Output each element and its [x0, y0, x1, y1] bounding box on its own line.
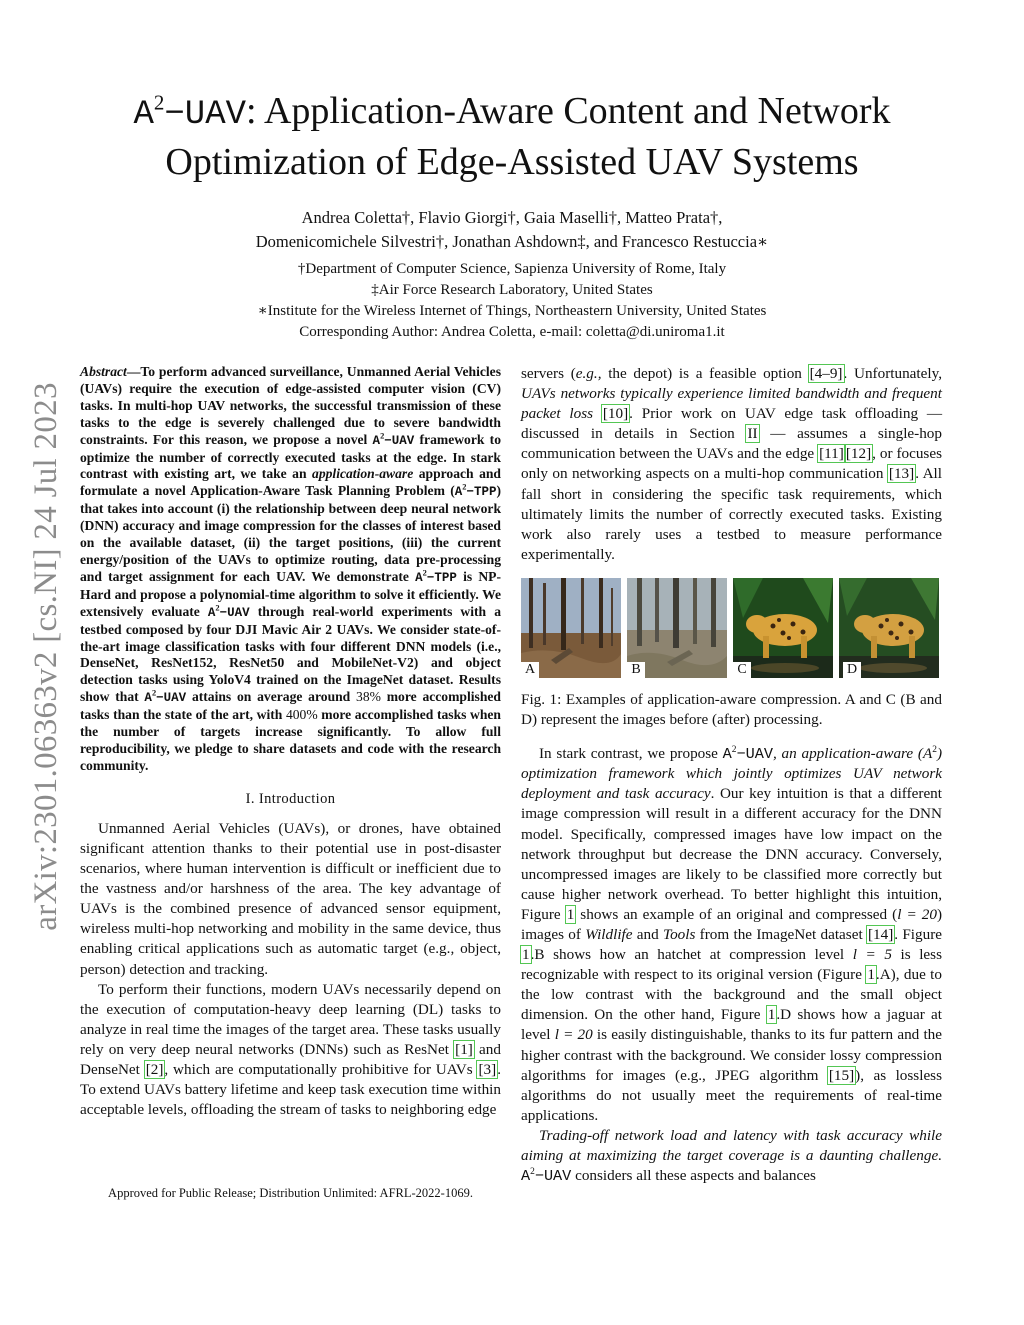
left-column	[80, 364, 501, 1120]
figure-link[interactable]: 1	[767, 1006, 776, 1024]
citation-link[interactable]: [15]	[828, 1066, 855, 1084]
affiliations	[140, 259, 884, 343]
figure-panel-forest-compressed	[627, 578, 727, 678]
right-column	[521, 364, 942, 1186]
figure-panel-jaguar-original	[733, 578, 833, 678]
citation-link[interactable]: [10]	[602, 405, 629, 423]
figure-label-d: D	[843, 662, 861, 678]
distribution-statement: Approved for Public Release; Distribution Unlimited: AFRL-2022-1069.	[108, 1186, 473, 1200]
figure-label-b: B	[627, 662, 645, 678]
figure-panel-jaguar-compressed	[839, 578, 939, 678]
figure-panel-forest-original	[521, 578, 621, 678]
citation-link[interactable]: [14]	[867, 925, 894, 943]
affiliation-northeastern: ∗Institute for the Wireless Internet of Things, Northeastern University, United States	[257, 303, 767, 319]
author-line-1: Andrea Coletta†, Flavio Giorgi†, Gaia Maselli†, Matteo Prata†,	[301, 208, 723, 227]
citation-link[interactable]: [13]	[888, 465, 915, 483]
right-paragraph-2: In stark contrast, we propose $A^2-UAV$, an application-aware $(A^2)$ optimization framework which jointly optimizes UAV network deployment and task accuracy. Our key intuition is that a different image compression will result in a different accuracy for the DNN model. Specifically, compressed images have low impact on the network throughput but decrease the DNN accuracy. Conversely, uncompressed images are likely to be classified more correctly but cause higher network overhead. To better highlight this intuition, Figure 1 shows an example of an original and compressed (l = 20) images of Wildlife and Tools from the ImageNet dataset [14]. Figure 1.B shows how an hatchet at compression level l = 5 is less recognizable with respect to its original version (Figure 1.A), due to the low contrast with the background and the small object dimension. On the other hand, Figure 1.D shows how a jaguar at level l = 20 is easily distinguishable, thanks to its fur pattern and the higher contrast with the background. We consider lossy compression algorithms for images (e.g., JPEG algorithm [15]), as lossless algorithms do not usually meet the requirements of real-time applications.	[521, 745, 943, 1124]
citation-link[interactable]: [3]	[478, 1060, 497, 1078]
citation-link[interactable]: [12]	[845, 445, 872, 463]
author-list	[140, 206, 884, 254]
affiliation-sapienza: †Department of Computer Science, Sapienza University of Rome, Italy	[297, 261, 727, 277]
corresponding-author: Corresponding Author: Andrea Coletta, e-mail: coletta@di.uniroma1.it	[299, 324, 725, 340]
arxiv-identifier: arXiv:2301.06363v2 [cs.NI] 24 Jul 2023	[27, 381, 64, 931]
citation-link[interactable]: [2]	[145, 1060, 164, 1078]
author-line-2: Domenicomichele Silvestri†, Jonathan Ashdown‡, and Francesco Restuccia∗	[255, 232, 769, 251]
figure-link[interactable]: 1	[522, 946, 530, 964]
figure-1-caption: Fig. 1: Examples of application-aware compression. A and C (B and D) represent the images before (after) processing.	[521, 690, 942, 729]
figure-link[interactable]: 1	[566, 905, 575, 923]
right-paragraph-1: servers (e.g., the depot) is a feasible option [4–9]. Unfortunately, UAVs networks typically experience limited bandwidth and frequent packet loss [10]. Prior work on UAV edge task offloading — discussed in details in Section II — assumes a single-hop communication between the UAVs and the edge [11] [12], or focuses only on networking aspects on a multi-hop communication [13]. All fall short in considering the specific task requirements, which ultimately limits the number of correctly executed tasks. Existing work also rarely uses a testbed to measure performance experimentally.	[521, 365, 943, 563]
citation-link[interactable]: [11]	[819, 445, 844, 463]
intro-paragraph-1: Unmanned Aerial Vehicles (UAVs), or drones, have obtained significant attention thanks to their potential use in post-disaster scenarios, where human intervention is difficult or inefficient due to the vastness and/or harshness of the area. The key advantage of UAVs is the combined presence of advanced sensor equipment, wireless multi-hop networking and mobility in the same device, thus enabling critical applications such as automatic target (e.g., object, person) detection and tracking.	[80, 819, 501, 978]
section-heading-introduction: I. Introduction	[245, 790, 336, 807]
figure-label-a: A	[521, 662, 539, 678]
figure-1	[521, 578, 942, 678]
abstract: Abstract—To perform advanced surveillance, Unmanned Aerial Vehicles (UAVs) require the execution of edge-assisted computer vision (CV) tasks. In multi-hop UAV networks, the successful transmission of these tasks to the edge is severely challenged due to severe bandwidth constraints. For this reason, we propose a novel $A^2-UAV$ framework to optimize the number of correctly executed tasks at the edge. In stark contrast with existing art, we take an application-aware approach and formulate a novel Application-Aware Task Planning Problem $(A^2-TPP)$ that takes into account (i) the relationship between deep neural network (DNN) accuracy and image compression for the classes of interest based on the available dataset, (ii) the target positions, (iii) the current energy/position of the UAVs to optimize routing, data pre-processing and target assignment for each UAV. We demonstrate $A^2-TPP$ is NP-Hard and propose a polynomial-time algorithm to solve it efficiently. We extensively evaluate $A^2-UAV$ through real-world experiments with a testbed composed by four DJI Mavic Air 2 UAVs. We consider state-of-the-art image classification tasks with four different DNN models (i.e., DenseNet, ResNet152, ResNet50 and MobileNet-V2) and object detection tasks using YoloV4 trained on the ImageNet dataset. Results show that $A^2-UAV$ attains on average around 38% more accomplished tasks than the state of the art, with 400% more accomplished tasks when the number of targets increase significantly. To allow full reproducibility, we pledge to share datasets and code with the research community.	[80, 364, 501, 773]
intro-paragraph-2: To perform their functions, modern UAVs necessarily depend on the execution of computation-heavy deep learning (DL) tasks to analyze in real time the images of the target area. These tasks usually rely on very deep neural networks (DNNs) such as ResNet [1] and DenseNet [2], which are computationally prohibitive for UAVs [3]. To extend UAVs battery lifetime and keep task execution time within acceptable levels, offloading the stream of tasks to neighboring edge	[80, 980, 501, 1119]
paper-title: $A^2-UAV$: Application-Aware Content and Network Optimization of Edge-Assisted UAV Systems	[133, 90, 891, 183]
citation-link[interactable]: [4–9]	[809, 365, 843, 382]
figure-link[interactable]: 1	[867, 966, 875, 984]
affiliation-afrl: ‡Air Force Research Laboratory, United States	[371, 282, 653, 298]
abstract-label: Abstract	[80, 364, 127, 379]
figure-label-c: C	[733, 662, 751, 678]
right-paragraph-3: Trading-off network load and latency with task accuracy while aiming at maximizing the target coverage is a daunting challenge. $A^2-UAV$ considers all these aspects and balances	[521, 1126, 942, 1186]
citation-link[interactable]: [1]	[455, 1040, 473, 1058]
section-link[interactable]: II	[747, 425, 758, 443]
